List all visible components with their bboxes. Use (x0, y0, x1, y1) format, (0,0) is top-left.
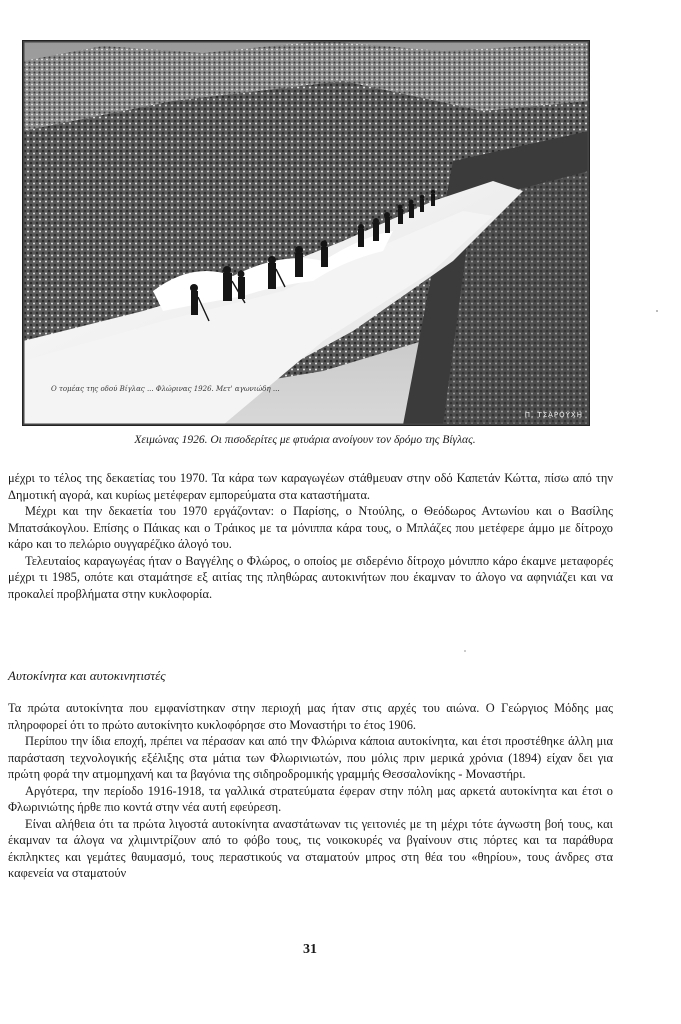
paragraph: Μέχρι και την δεκαετία του 1970 εργάζονταν: ο Παρίσης, ο Ντούλης, ο Θεόδωρος Αντωνίου και ο Βασίλης Μπατσάκογλου. Επίσης ο Πάικας και ο Τράικος με τα μόνιππα κάρα τους, ο Μπλάζες που μετέφερε άμμο με δίτροχο κάρο και το πελώριο ουγγαρέζικο άλογό του. (8, 504, 613, 551)
scan-speck (656, 310, 658, 312)
page-number: 31 (303, 942, 317, 957)
paragraph: Τα πρώτα αυτοκίνητα που εμφανίστηκαν στην περιοχή μας ήταν στις αρχές του αιώνα. Ο Γεώργιος Μόδης μας πληροφορεί ότι το πρώτο αυτοκίνητο κυκλοφόρησε στο Μοναστήρι το έτος 1906. (8, 701, 613, 732)
paragraph: Είναι αλήθεια ότι τα πρώτα λιγοστά αυτοκίνητα αναστάτωναν τις γειτονιές με τη μέχρι τότε άγνωστη βοή τους, και έκαμναν τα άλογα να χλιμιντρίζουν από το φόβο τους, τις νοικοκυρές να βγαίνουν στις πόρτες και τα παράθυρα έκπληκτες και γεμάτες θαυμασμό, τους περαστικούς να σταματούν μπρος στη θέα του «θηρίου», τους άνδρες στα καφενεία να σταματούν (8, 816, 613, 880)
section-title: Αυτοκίνητα και αυτοκινητιστές (8, 668, 166, 683)
snow-road-photo-illustration (23, 41, 589, 425)
paragraph: Περίπου την ίδια εποχή, πρέπει να πέρασαν και από την Φλώρινα κάποια αυτοκίνητα, και έτσι προστέθηκε άλλη μια παράσταση τεχνολογικής εξέλιξης στα μάτια των Φλωρινιωτών, που μόλις πριν μερικά χρόνια (1894) είχαν δει για πρώτη φορά την ατμομηχανή και τα βαγόνια της σιδηροδρομικής γραμμής Θεσσαλονίκης - Μοναστήρι. (8, 734, 613, 781)
paragraph: Αργότερα, την περίοδο 1916-1918, τα γαλλικά στρατεύματα έφεραν στην πόλη μας αρκετά αυτοκίνητα και έτσι ο Φλωρινιώτης ήρθε πιο κοντά στην νέα αυτή εφεύρεση. (8, 783, 613, 814)
paragraph: μέχρι το τέλος της δεκαετίας του 1970. Τα κάρα των καραγωγέων στάθμευαν στην οδό Καπετάν Κώττα, πίσω από την Δημοτική αγορά, και κυρίως μετέφεραν εμπορεύματα στα καταστήματα. (8, 471, 613, 502)
photo-inscription: Ο τομέας της οδού Βίγλας ... Φλώρινας 1926. Μετ' αγωνιώδη ... (51, 385, 280, 393)
historical-photo (22, 40, 590, 426)
intro-text (8, 470, 613, 602)
scan-speck (464, 650, 466, 652)
photo-stamp: Π. ΤΣΑΡΟΥΧΗ (524, 411, 583, 419)
section-text (8, 700, 613, 882)
photo-caption: Χειμώνας 1926. Οι πισοδερίτες με φτυάρια ανοίγουν τον δρόμο της Βίγλας. (134, 434, 476, 446)
paragraph: Τελευταίος καραγωγέας ήταν ο Βαγγέλης ο Φλώρος, ο οποίος με σιδερένιο δίτροχο μόνιππο κάρο έκαμνε μεταφορές μέχρι τι 1985, οπότε και σταμάτησε εξ αιτίας της πληθώρας αυτοκινήτων που έκαμναν το άλογο να αφηνιάζει και να προκαλεί προβλήματα στην κυκλοφορία. (8, 553, 613, 601)
